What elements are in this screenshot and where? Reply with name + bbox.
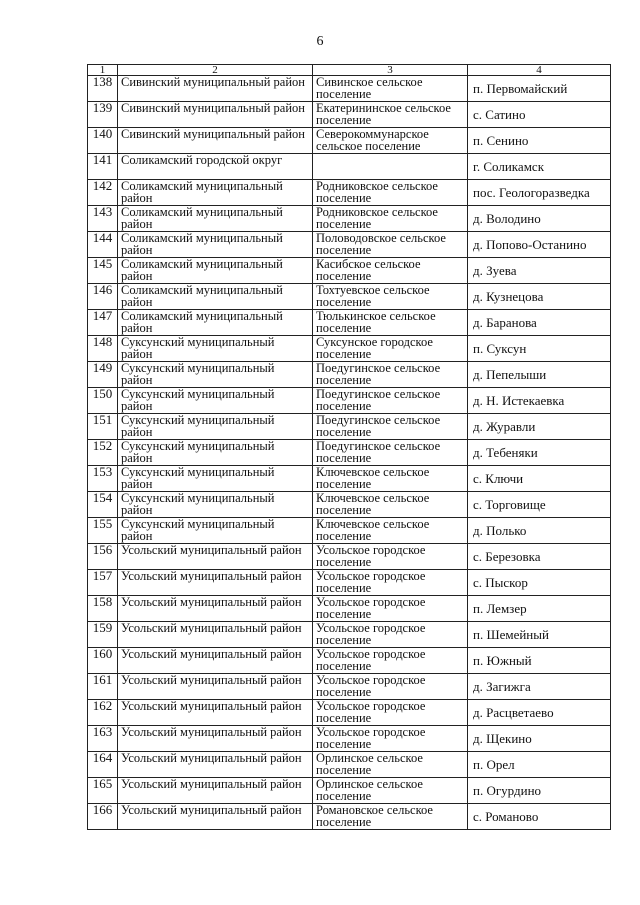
table-row [88, 206, 611, 232]
settlement-cell: Ключевское сельское поселение [313, 492, 468, 518]
district-cell: Усольский муниципальный район [118, 596, 313, 622]
district-cell: Соликамский муниципальный район [118, 258, 313, 284]
district-cell: Усольский муниципальный район [118, 726, 313, 752]
district-cell: Усольский муниципальный район [118, 570, 313, 596]
settlement-cell: Усольское городское поселение [313, 596, 468, 622]
settlement-cell: Орлинское сельское поселение [313, 778, 468, 804]
table-row [88, 76, 611, 102]
table-row [88, 336, 611, 362]
table-row [88, 492, 611, 518]
table-row [88, 518, 611, 544]
district-cell: Усольский муниципальный район [118, 700, 313, 726]
row-number: 160 [88, 648, 118, 674]
table-row [88, 674, 611, 700]
row-number: 157 [88, 570, 118, 596]
locality-cell: д. Тебеняки [468, 440, 611, 466]
table-row [88, 544, 611, 570]
table-body [88, 65, 611, 830]
row-number: 163 [88, 726, 118, 752]
settlement-cell: Поедугинское сельское поселение [313, 362, 468, 388]
table-row [88, 700, 611, 726]
district-cell: Сивинский муниципальный район [118, 76, 313, 102]
row-number: 146 [88, 284, 118, 310]
settlement-cell: Усольское городское поселение [313, 622, 468, 648]
locality-cell: п. Шемейный [468, 622, 611, 648]
locality-cell: с. Сатино [468, 102, 611, 128]
row-number: 142 [88, 180, 118, 206]
settlement-cell: Екатерининское сельское поселение [313, 102, 468, 128]
locality-cell: д. Расцветаево [468, 700, 611, 726]
row-number: 143 [88, 206, 118, 232]
locality-cell: д. Н. Истекаевка [468, 388, 611, 414]
locality-cell: с. Торговище [468, 492, 611, 518]
locality-cell: с. Романово [468, 804, 611, 830]
header-cell-1: 1 [88, 65, 118, 76]
table-row [88, 414, 611, 440]
settlement-cell: Родниковское сельское поселение [313, 180, 468, 206]
locality-cell: п. Первомайский [468, 76, 611, 102]
district-cell: Суксунский муниципальный район [118, 414, 313, 440]
table-row [88, 596, 611, 622]
settlement-cell: Касибское сельское поселение [313, 258, 468, 284]
district-cell: Суксунский муниципальный район [118, 362, 313, 388]
table-row [88, 752, 611, 778]
row-number: 141 [88, 154, 118, 180]
locality-cell: д. Полько [468, 518, 611, 544]
table-row [88, 258, 611, 284]
district-cell: Суксунский муниципальный район [118, 336, 313, 362]
locality-cell: д. Журавли [468, 414, 611, 440]
table-row [88, 440, 611, 466]
locality-cell: д. Баранова [468, 310, 611, 336]
locality-cell: г. Соликамск [468, 154, 611, 180]
row-number: 165 [88, 778, 118, 804]
settlement-cell: Половодовское сельское поселение [313, 232, 468, 258]
table-row [88, 102, 611, 128]
locality-cell: с. Пыскор [468, 570, 611, 596]
row-number: 164 [88, 752, 118, 778]
settlement-cell: Ключевское сельское поселение [313, 466, 468, 492]
table-row [88, 622, 611, 648]
row-number: 158 [88, 596, 118, 622]
row-number: 156 [88, 544, 118, 570]
row-number: 162 [88, 700, 118, 726]
settlement-cell: Родниковское сельское поселение [313, 206, 468, 232]
locality-cell: пос. Геологоразведка [468, 180, 611, 206]
district-cell: Соликамский муниципальный район [118, 284, 313, 310]
settlement-cell: Усольское городское поселение [313, 570, 468, 596]
settlement-cell: Суксунское городское поселение [313, 336, 468, 362]
row-number: 159 [88, 622, 118, 648]
localities-table [87, 64, 611, 830]
table-row [88, 310, 611, 336]
locality-cell: д. Пепелыши [468, 362, 611, 388]
row-number: 144 [88, 232, 118, 258]
district-cell: Суксунский муниципальный район [118, 440, 313, 466]
settlement-cell: Северокоммунарское сельское поселение [313, 128, 468, 154]
settlement-cell: Ключевское сельское поселение [313, 518, 468, 544]
table-row [88, 778, 611, 804]
row-number: 140 [88, 128, 118, 154]
table-row [88, 362, 611, 388]
district-cell: Усольский муниципальный район [118, 752, 313, 778]
row-number: 154 [88, 492, 118, 518]
settlement-cell: Усольское городское поселение [313, 700, 468, 726]
row-number: 149 [88, 362, 118, 388]
locality-cell: д. Зуева [468, 258, 611, 284]
district-cell: Соликамский муниципальный район [118, 206, 313, 232]
locality-cell: п. Суксун [468, 336, 611, 362]
settlement-cell: Поедугинское сельское поселение [313, 388, 468, 414]
table-header-row [88, 65, 611, 76]
table-row [88, 648, 611, 674]
settlement-cell: Сивинское сельское поселение [313, 76, 468, 102]
district-cell: Усольский муниципальный район [118, 804, 313, 830]
row-number: 166 [88, 804, 118, 830]
district-cell: Соликамский муниципальный район [118, 310, 313, 336]
header-cell-4: 4 [468, 65, 611, 76]
row-number: 161 [88, 674, 118, 700]
table-row [88, 804, 611, 830]
district-cell: Усольский муниципальный район [118, 778, 313, 804]
district-cell: Сивинский муниципальный район [118, 102, 313, 128]
settlement-cell: Поедугинское сельское поселение [313, 414, 468, 440]
district-cell: Суксунский муниципальный район [118, 466, 313, 492]
table-row [88, 466, 611, 492]
district-cell: Сивинский муниципальный район [118, 128, 313, 154]
settlement-cell [313, 154, 468, 180]
district-cell: Суксунский муниципальный район [118, 518, 313, 544]
table-row [88, 154, 611, 180]
settlement-cell: Романовское сельское поселение [313, 804, 468, 830]
settlement-cell: Усольское городское поселение [313, 648, 468, 674]
settlement-cell: Усольское городское поселение [313, 726, 468, 752]
row-number: 150 [88, 388, 118, 414]
locality-cell: д. Попово-Останино [468, 232, 611, 258]
locality-cell: п. Южный [468, 648, 611, 674]
settlement-cell: Тюлькинское сельское поселение [313, 310, 468, 336]
table-row [88, 128, 611, 154]
district-cell: Суксунский муниципальный район [118, 388, 313, 414]
locality-cell: д. Щекино [468, 726, 611, 752]
locality-cell: п. Лемзер [468, 596, 611, 622]
settlement-cell: Орлинское сельское поселение [313, 752, 468, 778]
locality-cell: с. Ключи [468, 466, 611, 492]
row-number: 139 [88, 102, 118, 128]
table-row [88, 726, 611, 752]
row-number: 153 [88, 466, 118, 492]
row-number: 148 [88, 336, 118, 362]
locality-cell: п. Орел [468, 752, 611, 778]
district-cell: Усольский муниципальный район [118, 674, 313, 700]
locality-cell: д. Володино [468, 206, 611, 232]
row-number: 147 [88, 310, 118, 336]
district-cell: Соликамский муниципальный район [118, 232, 313, 258]
table-row [88, 388, 611, 414]
row-number: 138 [88, 76, 118, 102]
district-cell: Соликамский муниципальный район [118, 180, 313, 206]
locality-cell: п. Сенино [468, 128, 611, 154]
row-number: 151 [88, 414, 118, 440]
district-cell: Усольский муниципальный район [118, 544, 313, 570]
district-cell: Соликамский городской округ [118, 154, 313, 180]
row-number: 152 [88, 440, 118, 466]
settlement-cell: Тохтуевское сельское поселение [313, 284, 468, 310]
settlement-cell: Поедугинское сельское поселение [313, 440, 468, 466]
settlement-cell: Усольское городское поселение [313, 674, 468, 700]
locality-cell: д. Кузнецова [468, 284, 611, 310]
table-row [88, 284, 611, 310]
row-number: 155 [88, 518, 118, 544]
page-number: 6 [316, 34, 324, 49]
district-cell: Суксунский муниципальный район [118, 492, 313, 518]
table-row [88, 232, 611, 258]
row-number: 145 [88, 258, 118, 284]
table-row [88, 180, 611, 206]
district-cell: Усольский муниципальный район [118, 622, 313, 648]
locality-cell: с. Березовка [468, 544, 611, 570]
header-cell-3: 3 [313, 65, 468, 76]
header-cell-2: 2 [118, 65, 313, 76]
table-row [88, 570, 611, 596]
district-cell: Усольский муниципальный район [118, 648, 313, 674]
settlement-cell: Усольское городское поселение [313, 544, 468, 570]
locality-cell: д. Загижга [468, 674, 611, 700]
locality-cell: п. Огурдино [468, 778, 611, 804]
